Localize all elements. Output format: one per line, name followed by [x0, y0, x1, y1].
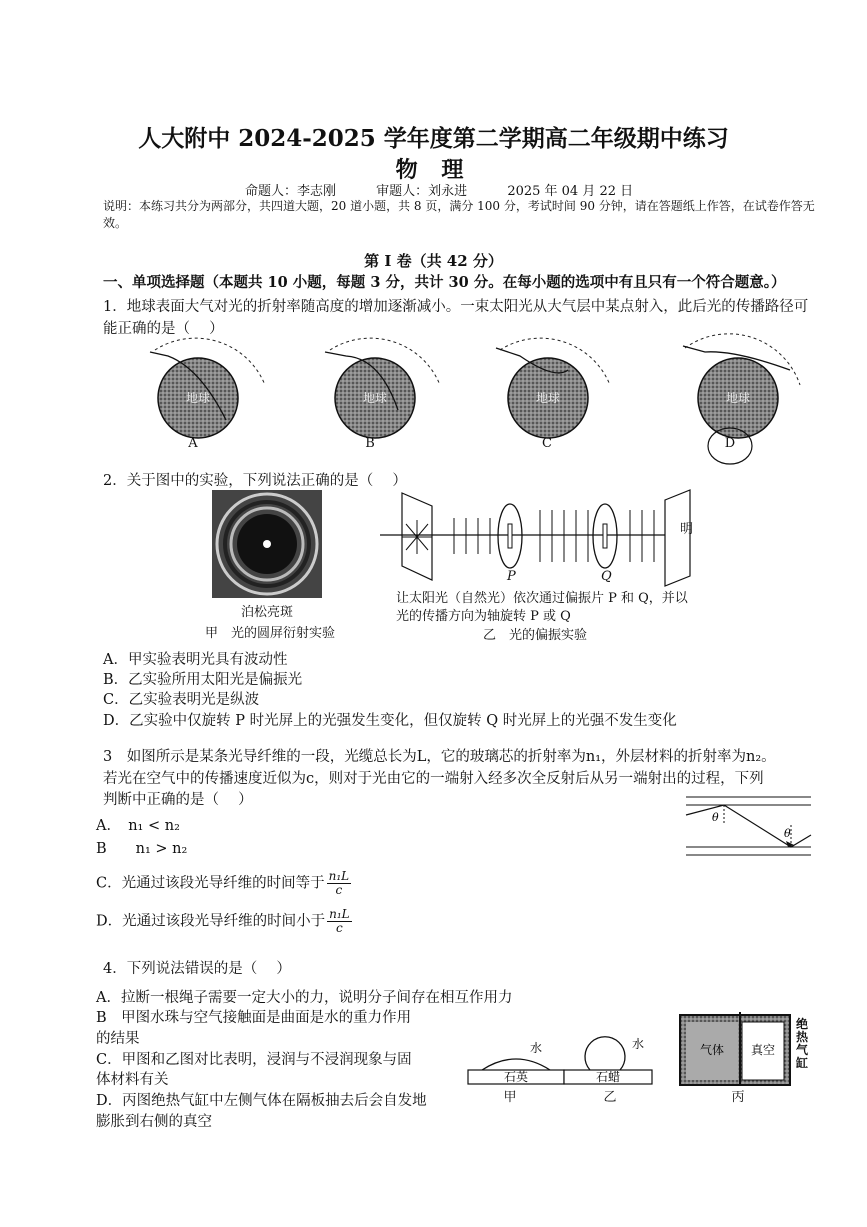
earth-label: 地球	[185, 391, 211, 405]
q3-stem-2: 若光在空气中的传播速度近似为c，则对于光由它的一端射入经多次全反射后从另一端射出的过程，下列	[103, 771, 764, 787]
q4-option-d: D．丙图绝热气缸中左侧气体在隔板抽去后会自发地	[96, 1093, 427, 1109]
svg-text:地球: 地球	[362, 391, 388, 405]
exam-note: 说明：本练习共分为两部分，共四道大题，20 道小题，共 8 页，满分 100 分，考试时间 90 分钟，请在答题纸上作答，在试卷作答无效。	[103, 199, 815, 230]
vacuum-label: 真空	[750, 1043, 776, 1057]
q1-stem: 1．地球表面大气对光的折射率随高度的增加逐渐减小。一束太阳光从大气层中某点射入，此后光的传播路径可能正确的是（ ）	[103, 299, 809, 337]
fig-bing-label: 丙	[731, 1090, 745, 1105]
theta-label-2: θ	[784, 827, 791, 840]
fraction-numerator: n₁L	[329, 907, 350, 921]
q1-option-a: A	[188, 436, 198, 451]
gas-label: 气体	[699, 1043, 725, 1057]
paraffin-label: 石蜡	[595, 1070, 621, 1084]
yi-desc-1: 让太阳光（自然光）依次通过偏振片 P 和 Q，并以	[396, 591, 688, 606]
fraction	[327, 908, 352, 935]
exam-title: 人大附中 2024-2025 学年度第二学期高二年级期中练习	[138, 125, 729, 152]
earth-figure-a	[150, 338, 265, 438]
yi-caption: 乙 光的偏振实验	[482, 628, 587, 643]
poisson-spot-image	[212, 490, 322, 598]
q4-stem: 4．下列说法错误的是（ ）	[103, 961, 291, 977]
q3-option-d-text: D．光通过该段光导纤维的时间小于	[96, 913, 326, 930]
q4-option-d-cont: 膨胀到右侧的真空	[96, 1114, 212, 1130]
q4-option-b-cont: 的结果	[96, 1031, 140, 1047]
fraction-denominator: c	[336, 921, 343, 935]
subject-title: 物 理	[395, 157, 472, 183]
q4-option-c: C．甲图和乙图对比表明，浸润与不浸润现象与固	[96, 1052, 412, 1068]
jia-caption: 甲 光的圆屏衍射实验	[204, 626, 335, 641]
yi-desc-2: 光的传播方向为轴旋转 P 或 Q	[396, 609, 571, 624]
q4-option-c-cont: 体材料有关	[96, 1072, 169, 1088]
part-title: 一、单项选择题（本题共 10 小题，每题 3 分，共计 30 分。在每小题的选项中有且只有一个符合题意。）	[103, 274, 786, 291]
q2-option-c: C．乙实验表明光是纵波	[103, 692, 260, 708]
q4-option-b: B 甲图水珠与空气接触面是曲面是水的重力作用	[96, 1010, 412, 1026]
svg-text:地球: 地球	[535, 391, 561, 405]
water-label-yi: 水	[632, 1037, 645, 1051]
q2-option-b: B．乙实验所用太阳光是偏振光	[103, 672, 303, 688]
fraction	[327, 870, 352, 897]
fraction-numerator: n₁L	[328, 869, 350, 883]
q3-option-a: A． n₁ < n₂	[96, 818, 180, 834]
cylinder-label: 绝热气缸	[796, 1017, 809, 1070]
q3-stem-1: 3 如图所示是某条光导纤维的一段，光缆总长为L，它的玻璃芯的折射率为n₁，外层材料的折射率为n₂。	[103, 749, 776, 765]
earth-figure-c	[496, 338, 610, 438]
q4-option-a: A．拉断一根绳子需要一定大小的力，说明分子间存在相互作用力	[96, 990, 513, 1006]
p-label: P	[507, 569, 516, 584]
bright-label: 明	[680, 522, 694, 537]
section-title: 第 I 卷（共 42 分）	[364, 252, 503, 270]
q2-option-a: A．甲实验表明光具有波动性	[103, 652, 288, 668]
q2-stem: 2．关于图中的实验，下列说法正确的是（ ）	[103, 473, 407, 489]
q-label: Q	[601, 569, 612, 584]
q3-option-c-text: C．光通过该段光导纤维的时间等于	[96, 875, 325, 892]
reviewer: 审题人：刘永进	[376, 184, 468, 199]
q1-option-c: C	[542, 436, 552, 451]
q1-option-d: D	[724, 436, 736, 451]
q3-option-c	[96, 870, 351, 897]
q3-stem-3: 判断中正确的是（ ）	[103, 792, 253, 808]
optical-fiber-figure	[686, 795, 811, 859]
exam-date: 2025 年 04 月 22 日	[507, 184, 634, 199]
svg-text:地球: 地球	[725, 391, 751, 405]
water-label-jia: 水	[530, 1041, 543, 1055]
q1-option-b: B	[365, 436, 375, 451]
earth-figure-d	[683, 334, 800, 464]
fig-yi-label: 乙	[603, 1090, 617, 1105]
author: 命题人：李志刚	[245, 184, 337, 199]
fig-jia-label: 甲	[503, 1090, 517, 1105]
poisson-label: 泊松亮斑	[240, 605, 293, 620]
quartz-label: 石英	[503, 1070, 529, 1084]
q3-option-b: B n₁ > n₂	[96, 841, 188, 857]
fraction-denominator: c	[335, 883, 343, 897]
polarization-figure	[380, 488, 700, 588]
earth-figure-b	[325, 338, 440, 438]
q3-option-d	[96, 908, 352, 935]
q2-option-d: D．乙实验中仅旋转 P 时光屏上的光强发生变化，但仅旋转 Q 时光屏上的光强不发生变化	[103, 713, 677, 729]
exam-meta	[245, 180, 669, 199]
theta-label-1: θ	[712, 811, 719, 824]
